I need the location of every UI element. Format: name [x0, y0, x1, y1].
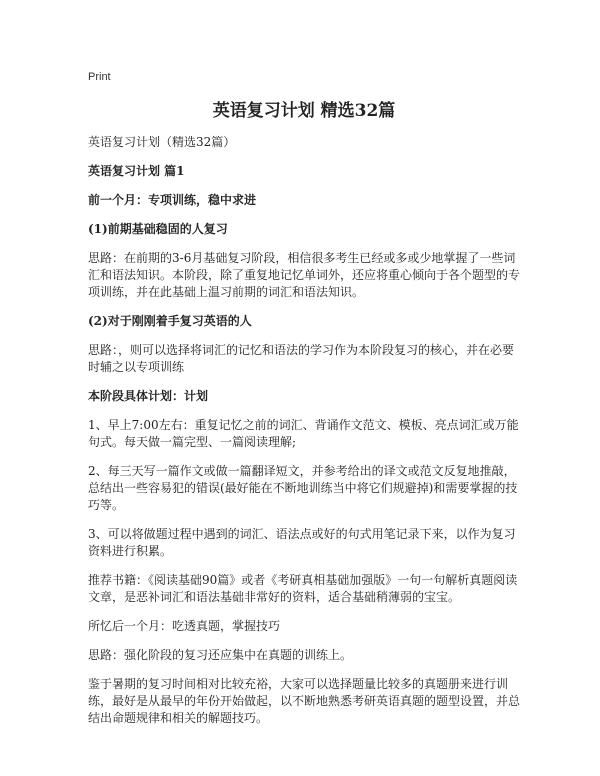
section-heading: 英语复习计划 篇1	[88, 164, 185, 178]
paragraph: 1、早上7:00左右：重复记忆之前的词汇、背诵作文范文、模板、亮点词汇或万能句式。每天做一篇完型、一篇阅读理解;	[88, 418, 519, 449]
paragraph: 2、每三天写一篇作文或做一篇翻译短文，并参考给出的译文或范文反复地推敲，总结出一些容易犯的错误(最好能在不断地训练当中将它们规避掉)和需要掌握的技巧等。	[88, 464, 518, 512]
section-heading: 本阶段具体计划：计划	[88, 389, 209, 403]
print-label[interactable]: Print	[88, 71, 111, 83]
paragraph: 思路：强化阶段的复习还应集中在真题的训练上。	[88, 648, 353, 662]
document-page	[88, 70, 520, 739]
paragraph: 推荐书籍：《阅读基础90篇》或者《考研真相基础加强版》一句一句解析真题阅读文章，是恶补词汇和语法基础非常好的资料，适合基础稍薄弱的宝宝。	[88, 573, 518, 604]
paragraph: 所忆后一个月：吃透真题，掌握技巧	[88, 619, 281, 633]
paragraph: 思路：，则可以选择将词汇的记忆和语法的学习作为本阶段复习的核心，并在必要时辅之以专项训练	[88, 343, 515, 374]
document-title: 英语复习计划 精选32篇	[212, 101, 396, 121]
section-heading: (2)对于刚刚着手复习英语的人	[88, 314, 252, 328]
section-heading: 前一个月：专项训练，稳中求进	[88, 193, 257, 207]
paragraph: 鉴于暑期的复习时间相对比较充裕，大家可以选择题量比较多的真题册来进行训练，最好是从最早的年份开始做起，以不断地熟悉考研英语真题的题型设置，并总结出命题规律和相关的解题技巧。	[88, 677, 521, 725]
section-heading: (1)前期基础稳固的人复习	[88, 222, 228, 236]
document-body	[88, 134, 520, 727]
paragraph: 英语复习计划（精选32篇）	[88, 135, 236, 149]
paragraph: 3、可以将做题过程中遇到的词汇、语法点或好的句式用笔记录下来，以作为复习资料进行积累。	[88, 527, 516, 558]
paragraph: 思路：在前期的3-6月基础复习阶段，相信很多考生已经或多或少地掌握了一些词汇和语法知识。本阶段，除了重复地记忆单词外，还应将重心倾向于各个题型的专项训练，并在此基础上温习前期的词汇和语法知识。	[88, 251, 521, 299]
